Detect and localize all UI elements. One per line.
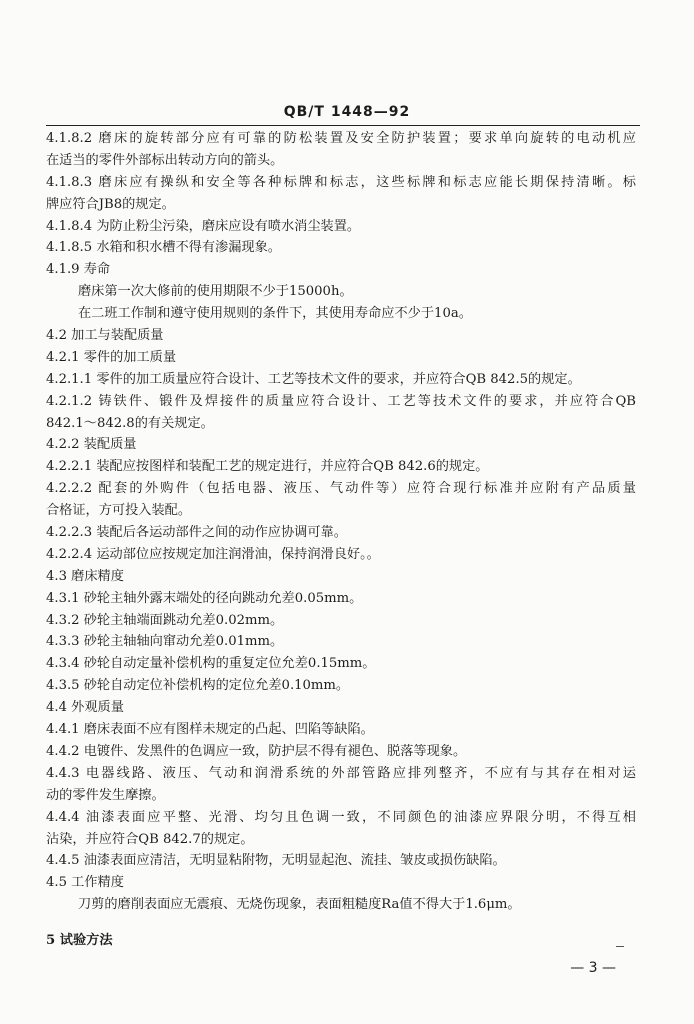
section-heading: 4.2.1 零件的加工质量 bbox=[46, 349, 177, 365]
standard-code-header: QB/T 1448—92 bbox=[283, 104, 411, 120]
text-line: 4.3.2 砂轮主轴端面跳动允差0.02mm。 bbox=[46, 612, 284, 628]
text-line: 4.3.4 砂轮自动定量补偿机构的重复定位允差0.15mm。 bbox=[46, 656, 376, 672]
section-heading: 4.3 磨床精度 bbox=[46, 568, 124, 584]
text-line: 在二班工作制和遵守使用规则的条件下，其使用寿命应不少于10a。 bbox=[78, 306, 472, 322]
text-line: 4.2.2.2 配套的外购件（包括电器、液压、气动件等）应符合现行标准并应附有产品质量 bbox=[46, 481, 636, 497]
text-line: 4.4.2 电镀件、发黑件的色调应一致，防护层不得有褪色、脱落等现象。 bbox=[46, 743, 467, 759]
text-line: 4.4.3 电器线路、液压、气动和润滑系统的外部管路应排列整齐，不应有与其存在相对运 bbox=[46, 765, 636, 781]
text-line: 4.2.2.1 装配应按图样和装配工艺的规定进行，并应符合QB 842.6的规定。 bbox=[46, 459, 489, 475]
text-line: 4.3.1 砂轮主轴外露末端处的径向跳动允差0.05mm。 bbox=[46, 590, 363, 606]
section-heading: 4.4 外观质量 bbox=[46, 700, 124, 716]
footer-mark bbox=[616, 946, 624, 947]
text-line: 动的零件发生摩擦。 bbox=[46, 787, 165, 803]
text-line: 4.2.2.4 运动部位应按规定加注润滑油，保持润滑良好。。 bbox=[46, 546, 380, 562]
text-line: 4.1.8.3 磨床应有操纵和安全等各种标牌和标志，这些标牌和标志应能长期保持清晰。标 bbox=[46, 174, 636, 190]
text-line: 4.4.1 磨床表面不应有图样未规定的凸起、凹陷等缺陷。 bbox=[46, 722, 374, 738]
section-heading: 4.2 加工与装配质量 bbox=[46, 328, 164, 344]
spacer bbox=[46, 916, 636, 930]
page-number: — 3 — bbox=[570, 960, 616, 976]
text-line: 在适当的零件外部标出转动方向的箭头。 bbox=[46, 152, 284, 168]
section-heading: 4.2.2 装配质量 bbox=[46, 437, 137, 453]
text-line: 刀剪的磨削表面应无震痕、无烧伤现象，表面粗糙度Ra值不得大于1.6μm。 bbox=[78, 897, 521, 913]
text-line: 4.1.8.4 为防止粉尘污染，磨床应设有喷水消尘装置。 bbox=[46, 218, 361, 234]
text-line: 4.4.5 油漆表面应清洁，无明显粘附物，无明显起泡、流挂、皱皮或损伤缺陷。 bbox=[46, 853, 506, 869]
text-line: 4.2.1.2 铸铁件、锻件及焊接件的质量应符合设计、工艺等技术文件的要求，并应符合QB bbox=[46, 393, 636, 409]
text-line: 4.3.5 砂轮自动定位补偿机构的定位允差0.10mm。 bbox=[46, 678, 350, 694]
text-line: 842.1～842.8的有关规定。 bbox=[46, 415, 214, 431]
chapter-heading: 5 试验方法 bbox=[46, 933, 113, 949]
header-rule bbox=[46, 125, 640, 126]
text-line: 4.2.2.3 装配后各运动部件之间的动作应协调可靠。 bbox=[46, 525, 347, 541]
text-line: 4.1.8.5 水箱和积水槽不得有渗漏现象。 bbox=[46, 240, 281, 256]
text-line: 4.2.1.1 零件的加工质量应符合设计、工艺等技术文件的要求，并应符合QB 842.5的规定。 bbox=[46, 371, 581, 387]
text-line: 沾染，并应符合QB 842.7的规定。 bbox=[46, 831, 254, 847]
text-line: 4.3.3 砂轮主轴轴向窜动允差0.01mm。 bbox=[46, 634, 284, 650]
text-line: 合格证，方可投入装配。 bbox=[46, 503, 192, 519]
text-line: 牌应符合JB8的规定。 bbox=[46, 196, 175, 212]
text-line: 4.1.8.2 磨床的旋转部分应有可靠的防松装置及安全防护装置；要求单向旋转的电动机应 bbox=[46, 131, 636, 146]
text-line: 磨床第一次大修前的使用期限不少于15000h。 bbox=[78, 284, 353, 300]
text-line: 4.4.4 油漆表面应平整、光滑、均匀且色调一致，不同颜色的油漆应界限分明，不得互相 bbox=[46, 809, 636, 825]
section-heading: 4.1.9 寿命 bbox=[46, 262, 111, 278]
section-heading: 4.5 工作精度 bbox=[46, 875, 124, 891]
document-body bbox=[46, 128, 636, 952]
